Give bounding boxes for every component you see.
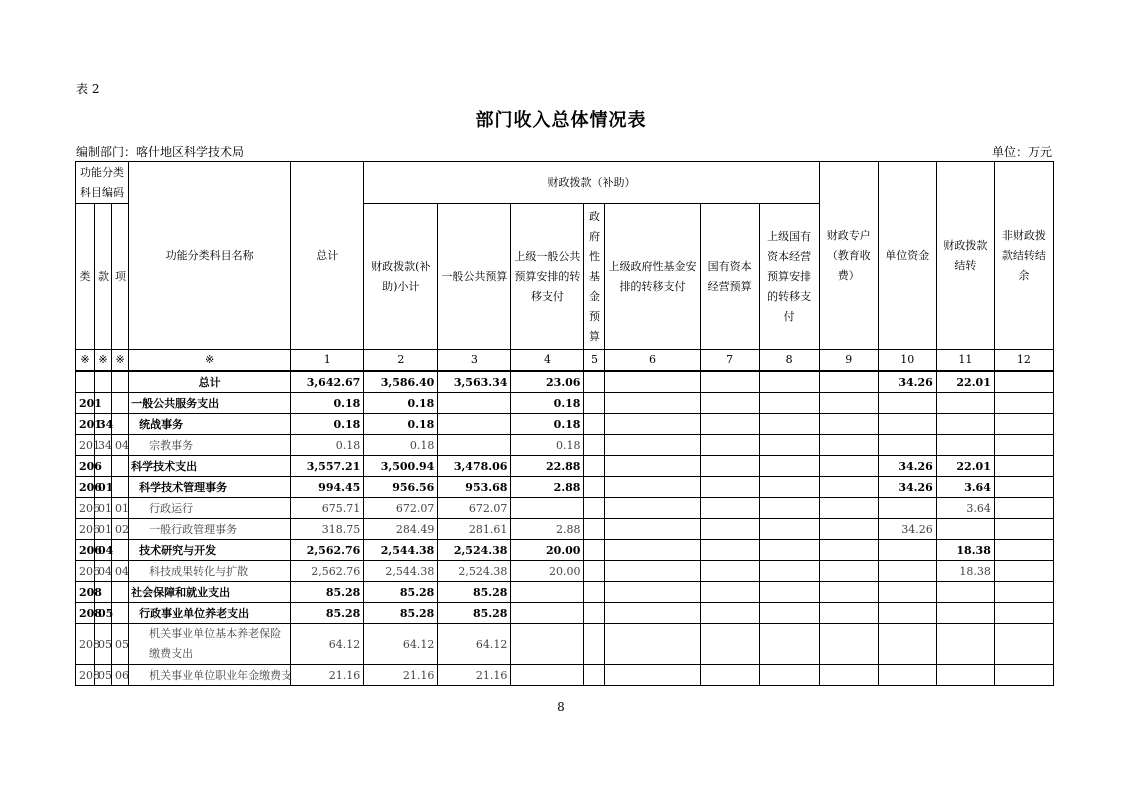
column-index-cell: 5 xyxy=(584,350,605,372)
cell-xiang xyxy=(112,477,129,498)
cell-c9 xyxy=(819,582,878,603)
cell-c9 xyxy=(819,561,878,582)
cell-c11 xyxy=(936,624,994,665)
cell-c11: 18.38 xyxy=(936,561,994,582)
header-c6: 上级政府性基金安排的转移支付 xyxy=(605,204,700,350)
column-index-cell: 2 xyxy=(364,350,438,372)
cell-c6 xyxy=(605,519,700,540)
cell-c10 xyxy=(878,624,936,665)
table-row xyxy=(76,624,1054,665)
page-number: 8 xyxy=(557,700,565,714)
cell-c6 xyxy=(605,540,700,561)
header-c9: 财政专户（教育收费） xyxy=(819,162,878,350)
cell-c9 xyxy=(819,414,878,435)
cell-xiang xyxy=(112,582,129,603)
column-index-cell: 3 xyxy=(438,350,511,372)
column-index-cell: 11 xyxy=(936,350,994,372)
cell-c5 xyxy=(584,665,605,686)
cell-c1: 3,642.67 xyxy=(291,371,364,393)
cell-c8 xyxy=(759,393,819,414)
cell-c6 xyxy=(605,665,700,686)
cell-c11 xyxy=(936,393,994,414)
cell-c5 xyxy=(584,582,605,603)
cell-name: 技术研究与开发 xyxy=(129,540,291,561)
cell-c7 xyxy=(700,540,759,561)
cell-c9 xyxy=(819,665,878,686)
cell-c10 xyxy=(878,603,936,624)
cell-c9 xyxy=(819,393,878,414)
cell-c10: 34.26 xyxy=(878,456,936,477)
cell-name: 一般公共服务支出 xyxy=(129,393,291,414)
cell-c7 xyxy=(700,498,759,519)
cell-c3: 672.07 xyxy=(438,498,511,519)
cell-c3 xyxy=(438,393,511,414)
table-row xyxy=(76,393,1054,414)
cell-c5 xyxy=(584,456,605,477)
cell-c1: 0.18 xyxy=(291,393,364,414)
cell-lei: 206 xyxy=(76,477,95,498)
cell-c4 xyxy=(511,665,584,686)
cell-c3: 2,524.38 xyxy=(438,561,511,582)
cell-c5 xyxy=(584,603,605,624)
cell-c11: 3.64 xyxy=(936,477,994,498)
income-table xyxy=(75,161,1054,686)
cell-c10 xyxy=(878,665,936,686)
cell-c8 xyxy=(759,603,819,624)
cell-c9 xyxy=(819,624,878,665)
cell-c3 xyxy=(438,414,511,435)
cell-lei: 206 xyxy=(76,498,95,519)
cell-c5 xyxy=(584,498,605,519)
cell-c6 xyxy=(605,477,700,498)
cell-c12 xyxy=(994,393,1053,414)
cell-name: 科技成果转化与扩散 xyxy=(129,561,291,582)
cell-name: 科学技术支出 xyxy=(129,456,291,477)
cell-c5 xyxy=(584,393,605,414)
cell-kuan: 01 xyxy=(95,477,112,498)
cell-name: 行政事业单位养老支出 xyxy=(129,603,291,624)
column-index-cell: ※ xyxy=(76,350,95,372)
cell-c4: 20.00 xyxy=(511,540,584,561)
cell-c5 xyxy=(584,561,605,582)
header-c10: 单位资金 xyxy=(878,162,936,350)
cell-c3: 64.12 xyxy=(438,624,511,665)
cell-xiang xyxy=(112,414,129,435)
cell-c1: 675.71 xyxy=(291,498,364,519)
cell-c5 xyxy=(584,519,605,540)
cell-c1: 85.28 xyxy=(291,582,364,603)
cell-name: 机关事业单位职业年金缴费支 xyxy=(129,665,291,686)
cell-c2: 85.28 xyxy=(364,582,438,603)
cell-c2: 2,544.38 xyxy=(364,540,438,561)
cell-name: 统战事务 xyxy=(129,414,291,435)
cell-c3: 3,478.06 xyxy=(438,456,511,477)
cell-name: 行政运行 xyxy=(129,498,291,519)
cell-c5 xyxy=(584,540,605,561)
cell-c11: 3.64 xyxy=(936,498,994,519)
table-row xyxy=(76,665,1054,686)
cell-c2: 85.28 xyxy=(364,603,438,624)
cell-c3: 85.28 xyxy=(438,603,511,624)
cell-xiang: 05 xyxy=(112,624,129,665)
cell-c11: 22.01 xyxy=(936,456,994,477)
cell-c9 xyxy=(819,435,878,456)
unit-label: 单位：万元 xyxy=(991,145,1052,159)
cell-c11 xyxy=(936,414,994,435)
cell-c11 xyxy=(936,435,994,456)
cell-c1: 2,562.76 xyxy=(291,540,364,561)
cell-c12 xyxy=(994,435,1053,456)
cell-c10 xyxy=(878,561,936,582)
cell-kuan: 04 xyxy=(95,540,112,561)
table-row xyxy=(76,561,1054,582)
column-index-row xyxy=(76,350,1054,372)
cell-c4: 0.18 xyxy=(511,393,584,414)
cell-c10 xyxy=(878,498,936,519)
cell-c11: 22.01 xyxy=(936,371,994,393)
cell-c4 xyxy=(511,582,584,603)
cell-c4: 20.00 xyxy=(511,561,584,582)
cell-c8 xyxy=(759,477,819,498)
cell-c10: 34.26 xyxy=(878,371,936,393)
cell-c5 xyxy=(584,477,605,498)
table-row xyxy=(76,414,1054,435)
cell-c11 xyxy=(936,665,994,686)
table-row xyxy=(76,477,1054,498)
cell-c12 xyxy=(994,582,1053,603)
header-c11: 财政拨款结转 xyxy=(936,162,994,350)
cell-c1: 318.75 xyxy=(291,519,364,540)
column-index-cell: 9 xyxy=(819,350,878,372)
cell-xiang: 01 xyxy=(112,498,129,519)
header-c12: 非财政拨款结转结余 xyxy=(994,162,1053,350)
cell-c7 xyxy=(700,603,759,624)
cell-name: 宗教事务 xyxy=(129,435,291,456)
cell-c2: 672.07 xyxy=(364,498,438,519)
cell-c8 xyxy=(759,435,819,456)
column-index-cell: 6 xyxy=(605,350,700,372)
cell-c4: 2.88 xyxy=(511,519,584,540)
department-label: 编制部门：喀什地区科学技术局 xyxy=(76,145,245,159)
cell-c8 xyxy=(759,582,819,603)
cell-c11 xyxy=(936,582,994,603)
header-lei: 类 xyxy=(76,204,95,350)
cell-c2: 0.18 xyxy=(364,435,438,456)
cell-c5 xyxy=(584,371,605,393)
cell-lei: 208 xyxy=(76,582,95,603)
table-row xyxy=(76,582,1054,603)
cell-name: 社会保障和就业支出 xyxy=(129,582,291,603)
cell-c3: 281.61 xyxy=(438,519,511,540)
cell-c11 xyxy=(936,603,994,624)
cell-xiang xyxy=(112,371,129,393)
cell-c10: 34.26 xyxy=(878,519,936,540)
cell-c4: 22.88 xyxy=(511,456,584,477)
cell-c7 xyxy=(700,582,759,603)
table-row xyxy=(76,603,1054,624)
cell-kuan: 04 xyxy=(95,561,112,582)
cell-c2: 0.18 xyxy=(364,393,438,414)
cell-c11: 18.38 xyxy=(936,540,994,561)
column-index-cell: ※ xyxy=(129,350,291,372)
cell-lei: 201 xyxy=(76,393,95,414)
header-c8: 上级国有资本经营预算安排的转移支付 xyxy=(759,204,819,350)
cell-xiang: 04 xyxy=(112,435,129,456)
header-fiscal-group: 财政拨款（补助） xyxy=(364,162,819,204)
table-row xyxy=(76,371,1054,393)
cell-c7 xyxy=(700,624,759,665)
cell-c3: 3,563.34 xyxy=(438,371,511,393)
cell-c6 xyxy=(605,371,700,393)
cell-xiang xyxy=(112,456,129,477)
cell-kuan xyxy=(95,371,112,393)
cell-lei: 208 xyxy=(76,665,95,686)
cell-c2: 284.49 xyxy=(364,519,438,540)
cell-lei: 201 xyxy=(76,435,95,456)
cell-c4: 23.06 xyxy=(511,371,584,393)
column-index-cell: ※ xyxy=(95,350,112,372)
cell-kuan: 05 xyxy=(95,665,112,686)
cell-c6 xyxy=(605,561,700,582)
cell-c9 xyxy=(819,371,878,393)
table-label: 表 2 xyxy=(76,82,100,96)
cell-c7 xyxy=(700,393,759,414)
cell-c12 xyxy=(994,477,1053,498)
cell-c8 xyxy=(759,498,819,519)
cell-c7 xyxy=(700,371,759,393)
cell-c6 xyxy=(605,456,700,477)
cell-c9 xyxy=(819,456,878,477)
cell-c8 xyxy=(759,456,819,477)
header-func-code: 功能分类科目编码 xyxy=(76,162,129,204)
column-index-cell: 7 xyxy=(700,350,759,372)
column-index-cell: ※ xyxy=(112,350,129,372)
cell-c6 xyxy=(605,414,700,435)
column-index-cell: 8 xyxy=(759,350,819,372)
cell-xiang: 04 xyxy=(112,561,129,582)
cell-lei: 206 xyxy=(76,540,95,561)
cell-c2: 3,500.94 xyxy=(364,456,438,477)
header-c4: 上级一般公共预算安排的转移支付 xyxy=(511,204,584,350)
cell-c12 xyxy=(994,519,1053,540)
cell-c3 xyxy=(438,435,511,456)
cell-c3: 21.16 xyxy=(438,665,511,686)
table-row xyxy=(76,456,1054,477)
cell-c10 xyxy=(878,435,936,456)
cell-c6 xyxy=(605,624,700,665)
header-xiang: 项 xyxy=(112,204,129,350)
table-row xyxy=(76,540,1054,561)
cell-c1: 21.16 xyxy=(291,665,364,686)
cell-c12 xyxy=(994,414,1053,435)
cell-c1: 64.12 xyxy=(291,624,364,665)
cell-c12 xyxy=(994,665,1053,686)
cell-c10 xyxy=(878,414,936,435)
cell-c9 xyxy=(819,540,878,561)
cell-c12 xyxy=(994,624,1053,665)
cell-c10: 34.26 xyxy=(878,477,936,498)
cell-c7 xyxy=(700,519,759,540)
cell-xiang: 02 xyxy=(112,519,129,540)
cell-c5 xyxy=(584,624,605,665)
column-index-cell: 1 xyxy=(291,350,364,372)
header-c3: 一般公共预算 xyxy=(438,204,511,350)
cell-lei: 208 xyxy=(76,603,95,624)
cell-c6 xyxy=(605,393,700,414)
cell-c3: 85.28 xyxy=(438,582,511,603)
cell-c1: 85.28 xyxy=(291,603,364,624)
cell-c5 xyxy=(584,435,605,456)
cell-xiang xyxy=(112,603,129,624)
cell-c12 xyxy=(994,603,1053,624)
cell-lei: 206 xyxy=(76,456,95,477)
cell-c6 xyxy=(605,435,700,456)
cell-c9 xyxy=(819,477,878,498)
cell-c2: 21.16 xyxy=(364,665,438,686)
cell-name: 总计 xyxy=(129,371,291,393)
cell-c12 xyxy=(994,498,1053,519)
cell-name: 一般行政管理事务 xyxy=(129,519,291,540)
cell-name: 机关事业单位基本养老保险缴费支出 xyxy=(129,624,291,665)
header-total: 总计 xyxy=(291,162,364,350)
column-index-cell: 12 xyxy=(994,350,1053,372)
header-c5: 政府性基金预算 xyxy=(584,204,605,350)
cell-c9 xyxy=(819,603,878,624)
cell-xiang: 06 xyxy=(112,665,129,686)
table-row xyxy=(76,435,1054,456)
cell-c10 xyxy=(878,582,936,603)
cell-c8 xyxy=(759,540,819,561)
header-c7: 国有资本经营预算 xyxy=(700,204,759,350)
cell-c7 xyxy=(700,456,759,477)
cell-c9 xyxy=(819,519,878,540)
cell-c7 xyxy=(700,665,759,686)
cell-c4: 0.18 xyxy=(511,414,584,435)
page-title: 部门收入总体情况表 xyxy=(475,110,647,131)
cell-c12 xyxy=(994,456,1053,477)
cell-c7 xyxy=(700,435,759,456)
cell-c8 xyxy=(759,561,819,582)
cell-c2: 3,586.40 xyxy=(364,371,438,393)
cell-c2: 956.56 xyxy=(364,477,438,498)
cell-c12 xyxy=(994,540,1053,561)
cell-name: 科学技术管理事务 xyxy=(129,477,291,498)
cell-kuan: 34 xyxy=(95,414,112,435)
cell-c2: 64.12 xyxy=(364,624,438,665)
cell-lei xyxy=(76,371,95,393)
column-index-cell: 4 xyxy=(511,350,584,372)
cell-c4: 2.88 xyxy=(511,477,584,498)
cell-c4 xyxy=(511,624,584,665)
cell-c7 xyxy=(700,561,759,582)
cell-kuan: 05 xyxy=(95,603,112,624)
cell-kuan: 05 xyxy=(95,624,112,665)
cell-lei: 206 xyxy=(76,561,95,582)
cell-c8 xyxy=(759,665,819,686)
cell-lei: 206 xyxy=(76,519,95,540)
column-index-cell: 10 xyxy=(878,350,936,372)
cell-c6 xyxy=(605,582,700,603)
cell-c6 xyxy=(605,498,700,519)
cell-c8 xyxy=(759,624,819,665)
cell-c4 xyxy=(511,498,584,519)
cell-c4: 0.18 xyxy=(511,435,584,456)
cell-xiang xyxy=(112,540,129,561)
cell-xiang xyxy=(112,393,129,414)
cell-c1: 994.45 xyxy=(291,477,364,498)
cell-c1: 0.18 xyxy=(291,435,364,456)
cell-c7 xyxy=(700,477,759,498)
cell-kuan: 01 xyxy=(95,519,112,540)
cell-c1: 0.18 xyxy=(291,414,364,435)
cell-c8 xyxy=(759,371,819,393)
cell-c12 xyxy=(994,371,1053,393)
header-name: 功能分类科目名称 xyxy=(129,162,291,350)
cell-c5 xyxy=(584,414,605,435)
table-row xyxy=(76,519,1054,540)
cell-c3: 953.68 xyxy=(438,477,511,498)
cell-c3: 2,524.38 xyxy=(438,540,511,561)
cell-c8 xyxy=(759,519,819,540)
cell-kuan: 34 xyxy=(95,435,112,456)
cell-c10 xyxy=(878,540,936,561)
cell-c9 xyxy=(819,498,878,519)
cell-c11 xyxy=(936,519,994,540)
cell-c12 xyxy=(994,561,1053,582)
cell-lei: 208 xyxy=(76,624,95,665)
cell-c2: 0.18 xyxy=(364,414,438,435)
cell-c1: 3,557.21 xyxy=(291,456,364,477)
header-c2: 财政拨款(补助)小计 xyxy=(364,204,438,350)
cell-c7 xyxy=(700,414,759,435)
header-kuan: 款 xyxy=(95,204,112,350)
table-row xyxy=(76,498,1054,519)
cell-kuan: 01 xyxy=(95,498,112,519)
cell-c10 xyxy=(878,393,936,414)
cell-c8 xyxy=(759,414,819,435)
cell-c4 xyxy=(511,603,584,624)
cell-lei: 201 xyxy=(76,414,95,435)
cell-c2: 2,544.38 xyxy=(364,561,438,582)
cell-c1: 2,562.76 xyxy=(291,561,364,582)
cell-c6 xyxy=(605,603,700,624)
